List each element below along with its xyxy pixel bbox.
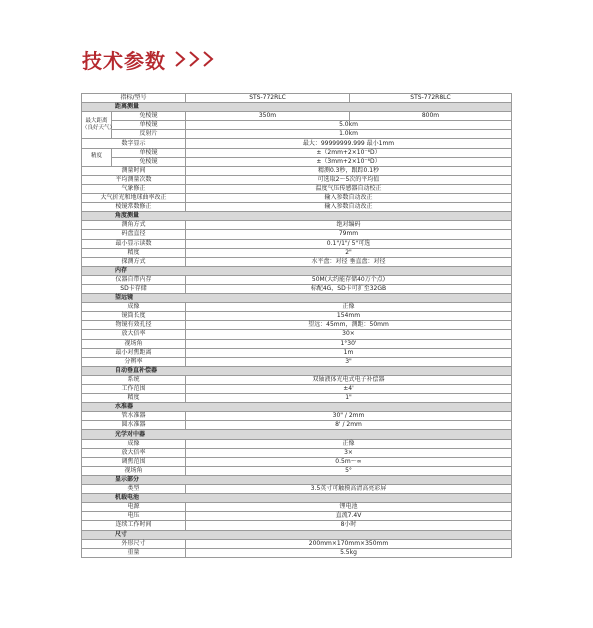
row-label: 仪器自带内存 <box>82 275 186 284</box>
section-title: 机载电池 <box>82 494 512 503</box>
row-label: 最小显示读数 <box>82 239 186 248</box>
table-row <box>82 257 512 266</box>
row-label: 电压 <box>82 512 186 521</box>
row-value: 1" <box>186 394 512 403</box>
row-label: 反射片 <box>112 130 186 139</box>
table-row <box>82 203 512 212</box>
table-row <box>82 248 512 257</box>
row-value: 精测0.3秒，跟踪0.1秒 <box>186 166 512 175</box>
group-note: （良好天气） <box>82 124 116 131</box>
section-header-row <box>82 212 512 221</box>
group-label: 最大距离 <box>85 118 108 125</box>
row-label: 大气折光和地球曲率改正 <box>82 194 186 203</box>
table-row <box>82 321 512 330</box>
table-header-row <box>82 94 512 103</box>
row-value: 正像 <box>186 439 512 448</box>
table-row <box>82 339 512 348</box>
row-label: SD卡存储 <box>82 284 186 293</box>
table-row <box>82 130 512 139</box>
section-header-row <box>82 294 512 303</box>
row-value: ±4' <box>186 385 512 394</box>
row-label: 物镜有效孔径 <box>82 321 186 330</box>
table-row <box>82 512 512 521</box>
row-label: 平均测量次数 <box>82 175 186 184</box>
table-row <box>82 303 512 312</box>
row-value: 154mm <box>186 312 512 321</box>
table-row <box>82 166 512 175</box>
row-value: 1.0km <box>186 130 512 139</box>
row-value: 温度气压传感器自动校正 <box>186 184 512 193</box>
table-row <box>82 112 512 121</box>
row-label: 电源 <box>82 503 186 512</box>
row-value: 5° <box>186 466 512 475</box>
table-row <box>82 175 512 184</box>
page-title-area <box>82 44 216 74</box>
spec-table-body <box>82 94 512 558</box>
row-label: 视场角 <box>82 466 186 475</box>
table-row <box>82 357 512 366</box>
group-label: 精度 <box>90 153 102 160</box>
header-model-a: STS-772RLC <box>186 94 350 103</box>
row-value: 200mm×170mm×350mm <box>186 539 512 548</box>
section-title: 显示部分 <box>82 475 512 484</box>
row-value: 5.5kg <box>186 548 512 557</box>
row-label: 精度 <box>82 394 186 403</box>
table-row <box>82 139 512 148</box>
row-value: ±（2mm+2×10⁻⁶D） <box>186 148 512 157</box>
table-row <box>82 457 512 466</box>
row-label: 探测方式 <box>82 257 186 266</box>
row-label: 码盘直径 <box>82 230 186 239</box>
section-header-row <box>82 403 512 412</box>
table-row <box>82 466 512 475</box>
row-label: 免棱镜 <box>112 157 186 166</box>
row-label: 免棱镜 <box>112 112 186 121</box>
table-row <box>82 539 512 548</box>
row-value: 30" / 2mm <box>186 412 512 421</box>
group-label-cell <box>82 148 112 166</box>
row-value: 输入参数自动改正 <box>186 194 512 203</box>
row-value: 3" <box>186 357 512 366</box>
row-label: 精度 <box>82 248 186 257</box>
row-label: 类型 <box>82 485 186 494</box>
section-title: 望远镜 <box>82 294 512 303</box>
row-label: 重量 <box>82 548 186 557</box>
table-row <box>82 121 512 130</box>
row-label: 测量时间 <box>82 166 186 175</box>
section-header-row <box>82 530 512 539</box>
row-label: 成像 <box>82 439 186 448</box>
row-label: 成像 <box>82 303 186 312</box>
table-row <box>82 330 512 339</box>
row-value: 8小时 <box>186 521 512 530</box>
row-value: 标配4G，SD卡可扩至32GB <box>186 284 512 293</box>
row-label: 最小对焦距离 <box>82 348 186 357</box>
row-label: 放大倍率 <box>82 330 186 339</box>
row-label: 棱镜常数修正 <box>82 203 186 212</box>
row-value: 输入参数自动改正 <box>186 203 512 212</box>
table-row <box>82 275 512 284</box>
row-value: 锂电池 <box>186 503 512 512</box>
row-value-model-b: 800m <box>350 112 512 121</box>
section-title: 水准器 <box>82 403 512 412</box>
table-row <box>82 503 512 512</box>
row-value: 79mm <box>186 230 512 239</box>
row-label: 管水准器 <box>82 412 186 421</box>
row-label: 单棱镜 <box>112 121 186 130</box>
row-label: 放大倍率 <box>82 448 186 457</box>
table-row <box>82 448 512 457</box>
section-title: 距离测量 <box>82 103 512 112</box>
group-label-cell <box>82 112 116 139</box>
table-row <box>82 439 512 448</box>
row-value: 最大：99999999.999 最小1mm <box>186 139 512 148</box>
table-row <box>82 375 512 384</box>
table-row <box>82 548 512 557</box>
section-header-row <box>82 475 512 484</box>
section-title: 自动垂直补偿器 <box>82 366 512 375</box>
row-value: 3.5英寸可触摸高清高亮彩屏 <box>186 485 512 494</box>
row-value: 1°30' <box>186 339 512 348</box>
section-title: 光学对中器 <box>82 430 512 439</box>
section-header-row <box>82 430 512 439</box>
section-header-row <box>82 266 512 275</box>
row-value: 8' / 2mm <box>186 421 512 430</box>
table-row <box>82 394 512 403</box>
spec-table <box>81 93 512 558</box>
row-value: 望远：45mm，测距：50mm <box>186 321 512 330</box>
row-label: 调焦范围 <box>82 457 186 466</box>
section-header-row <box>82 103 512 112</box>
table-row <box>82 412 512 421</box>
row-value: 50M(大约能存储40万个点) <box>186 275 512 284</box>
section-header-row <box>82 494 512 503</box>
section-header-row <box>82 366 512 375</box>
section-title: 尺寸 <box>82 530 512 539</box>
row-label: 外形尺寸 <box>82 539 186 548</box>
row-label: 连续工作时间 <box>82 521 186 530</box>
row-label: 气象修正 <box>82 184 186 193</box>
header-label: 指标/型号 <box>82 94 186 103</box>
row-value: 直流7.4V <box>186 512 512 521</box>
table-row <box>82 348 512 357</box>
row-label: 分辨率 <box>82 357 186 366</box>
row-label: 系统 <box>82 375 186 384</box>
row-value: 0.5m～∞ <box>186 457 512 466</box>
row-value: 正像 <box>186 303 512 312</box>
header-model-b: STS-772R8LC <box>350 94 512 103</box>
row-value: 2" <box>186 248 512 257</box>
row-label: 工作范围 <box>82 385 186 394</box>
row-label: 数字显示 <box>82 139 186 148</box>
table-row <box>82 194 512 203</box>
table-row <box>82 521 512 530</box>
row-label: 镜筒长度 <box>82 312 186 321</box>
row-value: 1m <box>186 348 512 357</box>
row-value-model-a: 350m <box>186 112 350 121</box>
table-row <box>82 421 512 430</box>
table-row <box>82 284 512 293</box>
row-label: 视场角 <box>82 339 186 348</box>
row-value: ±（3mm+2×10⁻⁶D） <box>186 157 512 166</box>
table-row <box>82 230 512 239</box>
table-row <box>82 221 512 230</box>
page-title: 技术参数 <box>82 48 166 73</box>
row-label: 圆水准器 <box>82 421 186 430</box>
table-row <box>82 385 512 394</box>
table-row <box>82 485 512 494</box>
row-value: 双轴液体光电式电子补偿器 <box>186 375 512 384</box>
table-row <box>82 184 512 193</box>
row-value: 0.1"/1"/ 5"可选 <box>186 239 512 248</box>
row-label: 单棱镜 <box>112 148 186 157</box>
row-value: 水平盘：对径 垂直盘：对径 <box>186 257 512 266</box>
row-value: 3× <box>186 448 512 457</box>
row-value: 可选取2～5次的平均值 <box>186 175 512 184</box>
section-title: 内存 <box>82 266 512 275</box>
table-row <box>82 312 512 321</box>
table-row <box>82 239 512 248</box>
row-value: 5.0km <box>186 121 512 130</box>
row-value: 30× <box>186 330 512 339</box>
table-row <box>82 148 512 157</box>
row-label: 测角方式 <box>82 221 186 230</box>
table-row <box>82 157 512 166</box>
triple-chevron-right-icon <box>174 50 216 68</box>
row-value: 绝对编码 <box>186 221 512 230</box>
section-title: 角度测量 <box>82 212 512 221</box>
